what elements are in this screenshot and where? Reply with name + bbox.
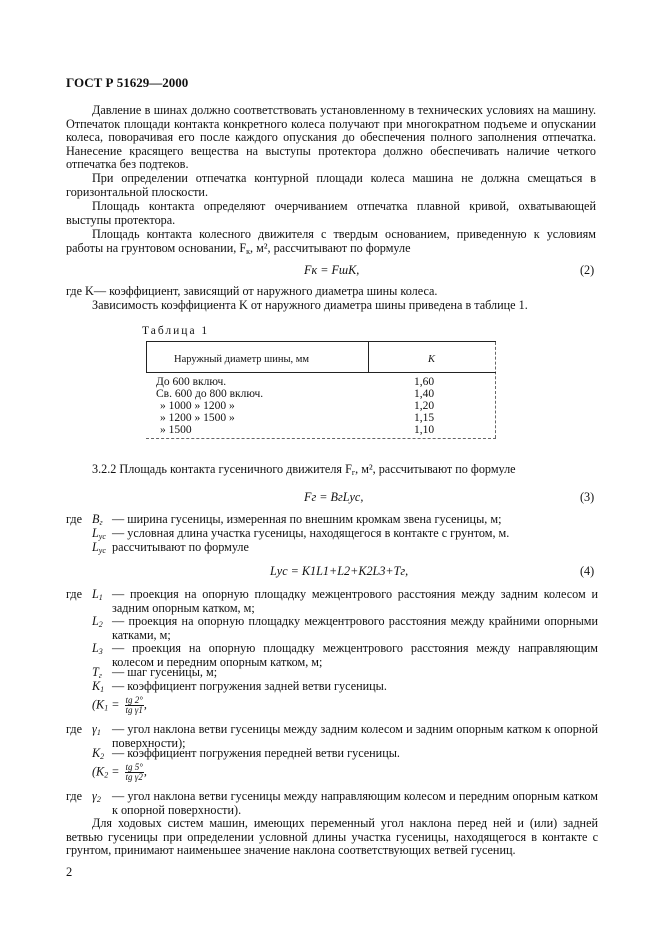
where-label-4: где <box>66 789 83 803</box>
k1-denominator: tg γ1 <box>125 705 143 715</box>
table-row-1-k: 1,60 <box>414 376 435 388</box>
where-label-3: где <box>66 722 83 736</box>
formula-4-number: (4) <box>580 564 595 578</box>
formula-3: Fг = BгLус, <box>304 490 364 504</box>
formula-3-number: (3) <box>580 490 595 504</box>
table-row-1-range: До 600 включ. <box>156 376 227 388</box>
symbol-k1: $K_1$ <box>92 679 105 694</box>
paragraph-k-dependence: Зависимость коэффициента K от наружного диаметра шины приведена в таблице 1. <box>92 298 528 312</box>
table-row-2-range: Св. 600 до 800 включ. <box>156 388 264 400</box>
k1-fraction <box>125 696 144 715</box>
p4-sub: к <box>246 246 251 256</box>
page-number: 2 <box>66 865 73 879</box>
formula-2: Fк = FшK, <box>304 263 360 277</box>
table-row-3-range: » 1000 » 1200 » <box>160 400 235 412</box>
definition-k1: — коэффициент погружения задней ветви гусеницы. <box>112 679 387 693</box>
definition-l3: — проекция на опорную площадку межцентрового расстояния между направляющим колесом и передним опорным катком, м; <box>112 641 598 669</box>
k2-numerator: tg 5° <box>125 762 143 772</box>
formula-2-number: (2) <box>580 263 595 277</box>
table-header-diameter: Наружный диаметр шины, мм <box>174 354 310 365</box>
table-row-2-k: 1,40 <box>414 388 435 400</box>
section-3-2-2 <box>92 463 516 480</box>
paragraph-tire-pressure: Давление в шинах должно соответствовать установленному в технических условиях на машину. Отпечаток площади контакта конкретного колеса получают при многократном подъеме и опускании колеса, поворачивая его после каждого опускания до обеспечения полного заполнения отпечатка. Нанесение красящего вещества на выступы протектора должно обеспечивать наличие четкого отпечатка без подтеков. <box>66 103 596 171</box>
paragraph-wheel-contact <box>66 228 596 258</box>
s322-text: 3.2.2 Площадь контакта гусеничного движителя F <box>92 462 352 476</box>
symbol-l2: $L_2$ <box>92 614 103 629</box>
paragraph-horizontal: При определении отпечатка контурной площади колеса машина не должна смещаться в горизонтальной плоскости. <box>66 171 596 199</box>
definition-l2: — проекция на опорную площадку межцентрового расстояния между крайними опорными катками, м; <box>112 614 598 642</box>
definition-bg: — ширина гусеницы, измеренная по внешним кромкам звена гусеницы, м; <box>112 512 502 526</box>
definition-tg: — шаг гусеницы, м; <box>112 665 218 679</box>
table-row-5-range: » 1500 <box>160 424 192 436</box>
where-label-1: где <box>66 512 83 526</box>
definition-lus: — условная длина участка гусеницы, находящегося в контакте с грунтом, м. <box>112 526 510 540</box>
symbol-lus: $L_{ус}$ <box>92 526 106 541</box>
symbol-gamma1: $\gamma_1$ <box>92 722 101 737</box>
p4-text: Площадь контакта колесного движителя с твердым основанием, приведенную к условиям работы на грунтовом основании, F <box>66 227 596 255</box>
symbol-tg: $T_г$ <box>92 665 102 680</box>
lus-calculation-text: рассчитывают по формуле <box>112 540 249 554</box>
paragraph-variable-angle: Для ходовых систем машин, имеющих переменный угол наклона перед ней и (или) задней ветвью гусеницы при определении условной длины участка гусеницы, находящегося в контакте с грунтом, принимают наименьшее значение наклона соответствующих ветвей гусениц. <box>66 816 598 857</box>
table-row-4-k: 1,15 <box>414 412 435 424</box>
symbol-lus-2: $L_{ус}$ <box>92 540 106 555</box>
symbol-bg: $B_г$ <box>92 512 103 527</box>
paragraph-contact-area: Площадь контакта определяют очерчиванием отпечатка плавной кривой, охватывающей выступы протектора. <box>66 199 596 227</box>
k1-numerator: tg 2° <box>125 695 143 705</box>
where-k-definition: где K— коэффициент, зависящий от наружного диаметра шины колеса. <box>66 284 438 298</box>
symbol-gamma2: $\gamma_2$ <box>92 789 101 804</box>
document-header: ГОСТ Р 51629—2000 <box>66 75 189 90</box>
s322-tail: , м², рассчитывают по формуле <box>355 462 516 476</box>
k2-formula: ($K_2$ = $\frac{tg 5^\circ}{\text{tg γ2}}$ , <box>92 762 147 782</box>
definition-gamma2: — угол наклона ветви гусеницы между направляющим колесом и передним опорным катком к опорной поверхности). <box>112 789 598 817</box>
k1-formula: ($K_1$ = $\frac{tg 2^\circ}{\text{tg γ1}}$ , <box>92 695 147 715</box>
table-row-5-k: 1,10 <box>414 424 435 436</box>
table-header-k: K <box>428 354 436 365</box>
definition-gamma1: — угол наклона ветви гусеницы между задним колесом и задним опорным катком к опорной поверхности); <box>112 722 598 750</box>
k2-denominator: tg γ2 <box>125 772 143 782</box>
table-1 <box>146 341 496 439</box>
p4-tail: , м², рассчитывают по формуле <box>250 240 411 255</box>
symbol-l3: $L_3$ <box>92 641 103 656</box>
k2-fraction <box>125 763 144 782</box>
symbol-l1: $L_1$ <box>92 587 103 602</box>
table-row-3-k: 1,20 <box>414 400 435 412</box>
table-label: Таблица 1 <box>142 325 210 337</box>
symbol-k2: $K_2$ <box>92 746 105 761</box>
definition-k2: — коэффициент погружения передней ветви гусеницы. <box>112 746 400 760</box>
formula-4: Lус = K1L1+L2+K2L3+Tг, <box>270 564 409 578</box>
table-row-4-range: » 1200 » 1500 » <box>160 412 235 424</box>
definition-l1: — проекция на опорную площадку межцентрового расстояния между задним колесом и задним опорным катком, м; <box>112 587 598 615</box>
s322-sub: г <box>351 468 356 477</box>
where-label-2: где <box>66 587 83 601</box>
